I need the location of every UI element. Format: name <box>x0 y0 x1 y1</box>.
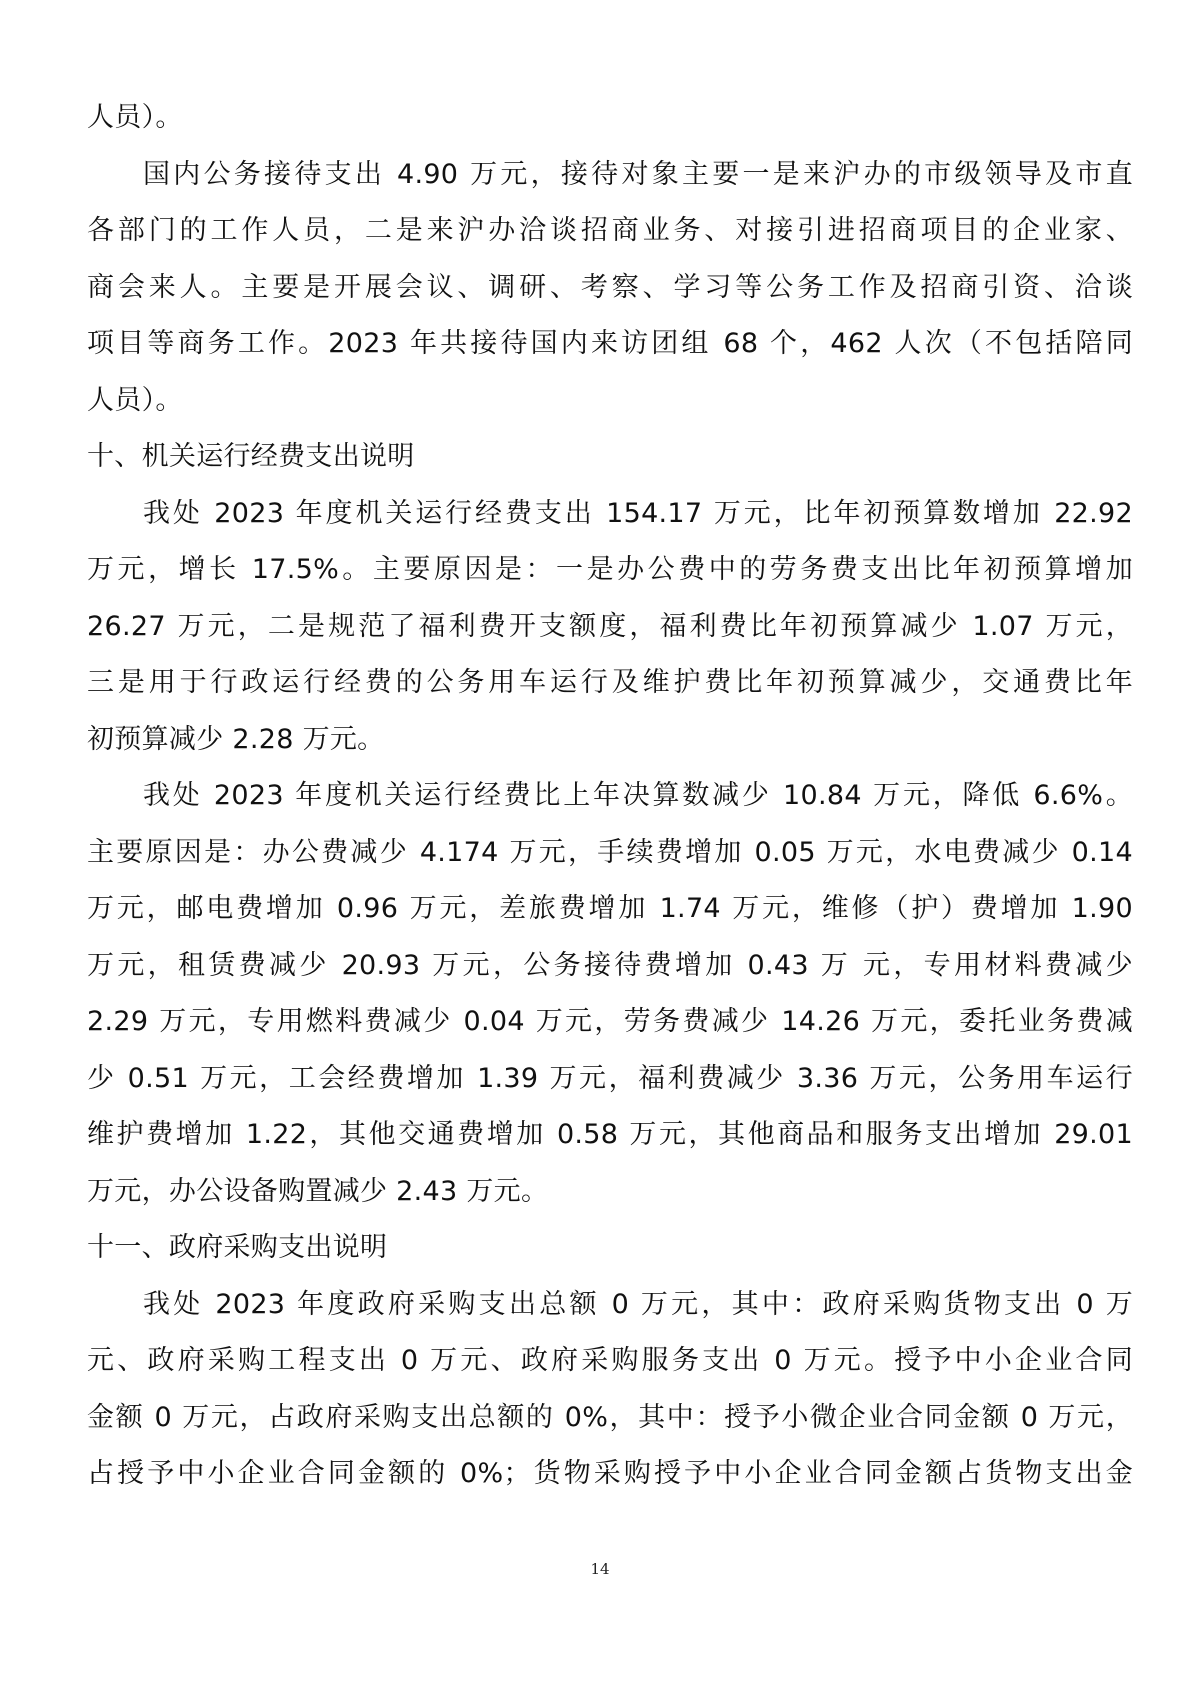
paragraph-line: 各部门的工作人员，二是来沪办洽谈招商业务、对接引进招商项目的企业家、 <box>87 215 1133 246</box>
paragraph-line: 万元，租赁费减少 20.93 万元，公务接待费增加 0.43 万 元，专用材料费减少 <box>87 949 1133 981</box>
paragraph-line: 26.27 万元，二是规范了福利费开支额度，福利费比年初预算减少 1.07 万元， <box>87 610 1133 642</box>
paragraph-line: 万元，办公设备购置减少 2.43 万元。 <box>87 1175 549 1207</box>
paragraph-line: 我处 2023 年度政府采购支出总额 0 万元，其中：政府采购货物支出 0 万 <box>143 1288 1133 1320</box>
section-heading-10: 十、机关运行经费支出说明 <box>87 441 415 472</box>
paragraph-line: 万元，增长 17.5%。主要原因是：一是办公费中的劳务费支出比年初预算增加 <box>87 554 1133 585</box>
paragraph-line: 2.29 万元，专用燃料费减少 0.04 万元，劳务费减少 14.26 万元，委托业务费减 <box>87 1006 1133 1037</box>
paragraph-line: 我处 2023 年度机关运行经费支出 154.17 万元，比年初预算数增加 22.92 <box>143 497 1133 529</box>
paragraph-line: 国内公务接待支出 4.90 万元，接待对象主要一是来沪办的市级领导及市直 <box>143 158 1133 190</box>
paragraph-line: 项目等商务工作。2023 年共接待国内来访团组 68 个，462 人次（不包括陪同 <box>87 328 1133 359</box>
paragraph-line: 商会来人。主要是开展会议、调研、考察、学习等公务工作及招商引资、洽谈 <box>87 271 1133 303</box>
paragraph-line: 少 0.51 万元，工会经费增加 1.39 万元，福利费减少 3.36 万元，公务用车运行 <box>87 1062 1133 1094</box>
section-heading-11: 十一、政府采购支出说明 <box>87 1232 388 1263</box>
paragraph-line: 主要原因是：办公费减少 4.174 万元，手续费增加 0.05 万元，水电费减少 0.14 <box>87 836 1133 868</box>
paragraph-line: 金额 0 万元，占政府采购支出总额的 0%，其中：授予小微企业合同金额 0 万元， <box>87 1401 1133 1433</box>
paragraph-line: 维护费增加 1.22，其他交通费增加 0.58 万元，其他商品和服务支出增加 29.01 <box>87 1119 1133 1150</box>
paragraph-line: 人员）。 <box>87 102 183 133</box>
paragraph-line: 元、政府采购工程支出 0 万元、政府采购服务支出 0 万元。授予中小企业合同 <box>87 1345 1133 1376</box>
document-body <box>87 90 1133 1503</box>
paragraph-line: 人员）。 <box>87 384 183 416</box>
paragraph-line: 占授予中小企业合同金额的 0%；货物采购授予中小企业合同金额占货物支出金 <box>87 1458 1133 1489</box>
paragraph-line: 初预算减少 2.28 万元。 <box>87 723 385 755</box>
page-number: 14 <box>590 1560 610 1578</box>
paragraph-line: 三是用于行政运行经费的公务用车运行及维护费比年初预算减少，交通费比年 <box>87 667 1133 698</box>
paragraph-line: 我处 2023 年度机关运行经费比上年决算数减少 10.84 万元，降低 6.6%。 <box>143 780 1133 811</box>
paragraph-line: 万元，邮电费增加 0.96 万元，差旅费增加 1.74 万元，维修（护）费增加 1.90 <box>87 893 1133 924</box>
